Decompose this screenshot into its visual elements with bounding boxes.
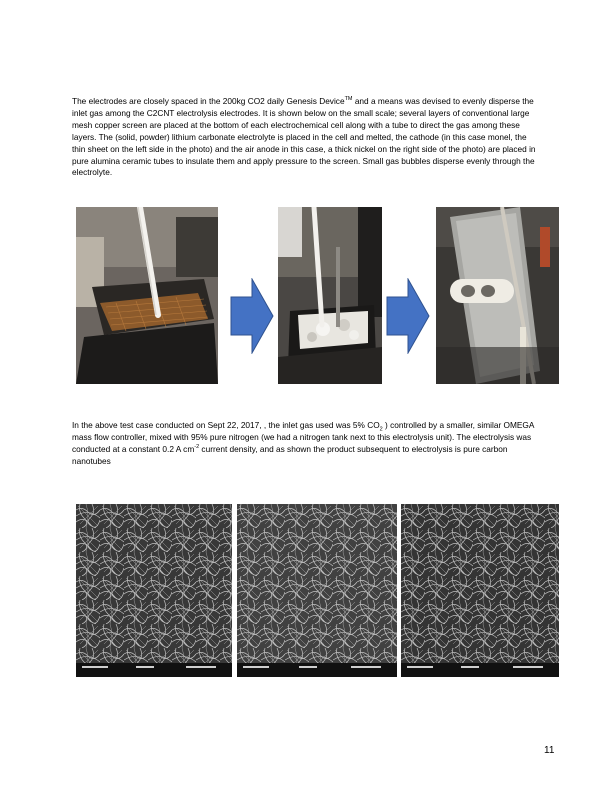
trademark-mark: TM — [344, 96, 353, 103]
co2-subscript: 2 — [379, 426, 383, 433]
paragraph-electrode-description — [72, 96, 542, 179]
para1-text-b: and a means was devised to evenly disperse the inlet gas among the C2CNT electrolysis electrodes. It is shown below on the small scale; several layers of conventional large mesh copper screen are placed at the bottom of each electrochemical cell along with a tube to direct the gas among these layers. The (solid, powder) lithium carbonate electrolyte is placed in the cell and melted, the cathode (in this case monel, the thin sheet on the left side in the photo) and the air anode in this case, a thick nickel on the right side of the photo) are placed in pure alumina ceramic tubes to insulate them and apply pressure to the screen. Small gas bubbles disperse evenly through the electrolyte. — [72, 96, 536, 178]
sem-image-nanotubes-3 — [401, 504, 559, 677]
sem-info-bar — [76, 663, 232, 677]
para2-text-a: In the above test case conducted on Sept 22, 2017, , the inlet gas used was 5% CO — [72, 420, 380, 430]
arrow-shape — [387, 279, 429, 353]
photo-mesh-screen-in-cell — [76, 207, 218, 384]
sem-image-nanotubes-2 — [237, 504, 397, 677]
arrow-right-icon — [386, 278, 430, 354]
sem-info-bar — [237, 663, 397, 677]
para1-text-a: The electrodes are closely spaced in the 200kg CO2 daily Genesis Device — [72, 96, 345, 106]
current-density-exponent: -2 — [194, 444, 200, 451]
photo-melted-electrolyte — [278, 207, 382, 384]
arrow-right-icon — [230, 278, 274, 354]
photo-electrodes-alumina-tubes — [436, 207, 559, 384]
para2-text-b: ) controlled by a smaller, similar OMEGA mass flow controller, mixed with 95% pure nitrogen (we had a nitrogen tank next to this electrolysis unit). The electrolysis was conducted at a constant 0.2 A cm — [72, 420, 534, 454]
sem-info-bar — [401, 663, 559, 677]
para2-text-c: current density, and as shown the product subsequent to electrolysis is pure carbon nanotubes — [72, 443, 508, 466]
page-number: 11 — [544, 745, 555, 756]
sem-image-nanotubes-1 — [76, 504, 232, 677]
arrow-shape — [231, 279, 273, 353]
paragraph-test-case — [72, 420, 542, 468]
